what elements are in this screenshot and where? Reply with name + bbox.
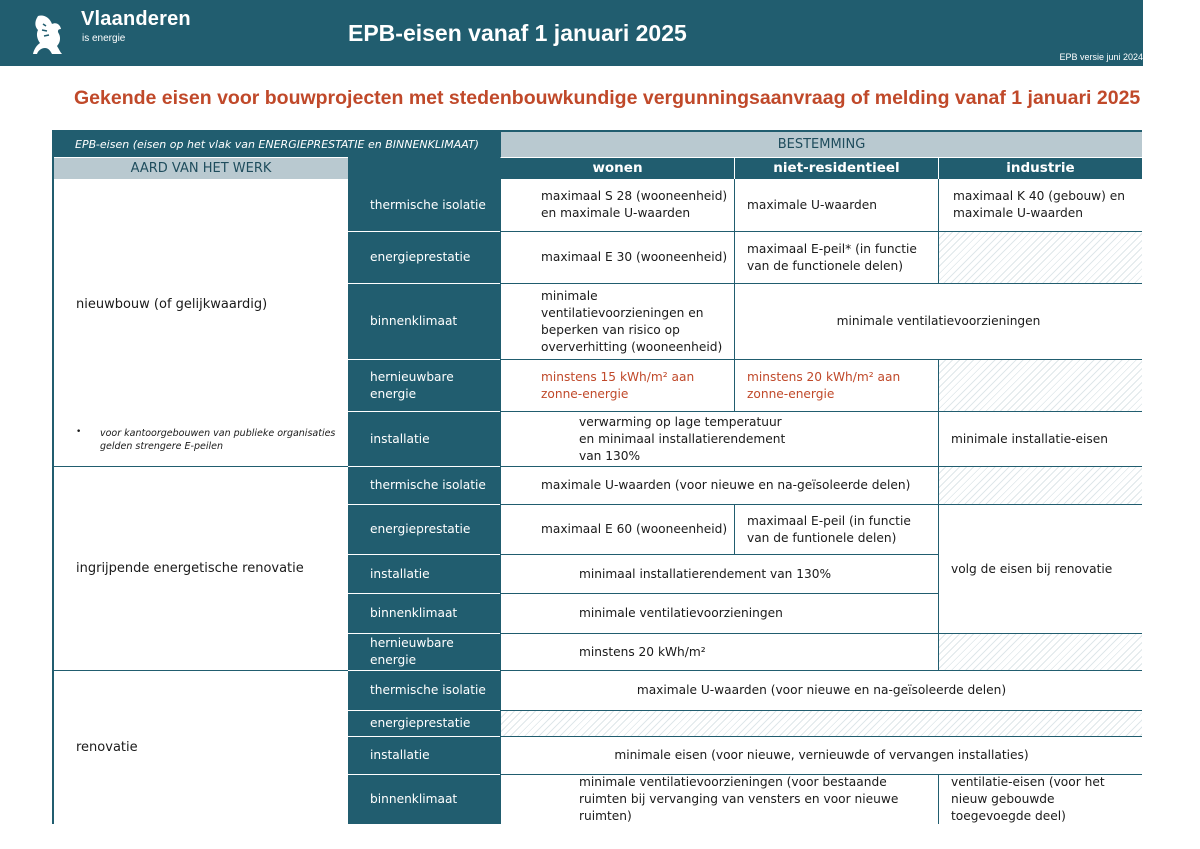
version-label: EPB versie juni 2024 <box>1059 52 1143 62</box>
cell-ren-ti-all: maximale U-waarden (voor nieuwe en na-geïsoleerde delen) <box>500 670 1142 710</box>
cell-nb-bk-niet-residentieel-industrie: minimale ventilatievoorzieningen <box>734 283 1142 359</box>
row-label-energieprestatie-ren: energieprestatie <box>348 710 500 736</box>
row-label-installatie-ren: installatie <box>348 736 500 774</box>
row-label-binnenklimaat-ier: binnenklimaat <box>348 593 500 633</box>
row-label-binnenklimaat: binnenklimaat <box>348 283 500 359</box>
row-label-energieprestatie: energieprestatie <box>348 231 500 283</box>
top-banner <box>0 0 1143 66</box>
row-label-installatie: installatie <box>348 411 500 466</box>
cell-ier-he-wonen-niet-residentieel: minstens 20 kWh/m² <box>500 633 938 670</box>
aard-van-het-werk-header: AARD VAN HET WERK <box>54 157 348 179</box>
cell-nb-he-wonen: minstens 15 kWh/m² aan zonne-energie <box>500 359 734 411</box>
note-bullet: • <box>76 427 82 437</box>
header-spacer <box>348 157 500 179</box>
column-header-industrie: industrie <box>938 157 1142 179</box>
cell-nb-he-niet-residentieel: minstens 20 kWh/m² aan zonne-energie <box>734 359 938 411</box>
cell-ren-in-all: minimale eisen (voor nieuwe, vernieuwde of vervangen installaties) <box>500 736 1142 774</box>
brand-name: Vlaanderen <box>81 8 191 30</box>
nieuwbouw-footnote: voor kantoorgebouwen van publieke organisaties gelden strengere E-peilen <box>100 428 336 452</box>
group-label-ingrijpende-renovatie: ingrijpende energetische renovatie <box>54 466 348 670</box>
cell-nb-in-industrie: minimale installatie-eisen <box>938 411 1142 466</box>
cell-nb-ti-wonen: maximaal S 28 (wooneenheid) en maximale U-waarden <box>500 179 734 231</box>
cell-nb-ep-wonen: maximaal E 30 (wooneenheid) <box>500 231 734 283</box>
row-label-hernieuwbare-energie: hernieuwbare energie <box>348 359 500 411</box>
cell-ier-industrie-merged: volg de eisen bij renovatie <box>938 504 1142 633</box>
column-header-niet-residentieel: niet-residentieel <box>734 157 938 179</box>
epb-requirements-table <box>52 130 1142 824</box>
cell-ier-ti-industrie-not-applicable <box>938 466 1142 504</box>
cell-nb-ep-niet-residentieel: maximaal E-peil* (in functie van de functionele delen) <box>734 231 938 283</box>
group-label-renovatie: renovatie <box>54 670 348 824</box>
cell-ren-bk-industrie: ventilatie-eisen (voor het nieuw gebouwde toegevoegde deel) <box>938 774 1142 824</box>
row-label-thermische-isolatie: thermische isolatie <box>348 179 500 231</box>
brand-tagline: is energie <box>82 33 126 44</box>
cell-ier-he-industrie-not-applicable <box>938 633 1142 670</box>
cell-ier-in-wonen-niet-residentieel: minimaal installatierendement van 130% <box>500 554 938 593</box>
cell-nb-ti-industrie: maximaal K 40 (gebouw) en maximale U-waarden <box>938 179 1142 231</box>
column-header-wonen: wonen <box>500 157 734 179</box>
cell-nb-in-wonen-niet-residentieel: verwarming op lage temperatuur en minimaal installatierendement van 130% <box>500 411 938 466</box>
row-label-thermische-isolatie-ier: thermische isolatie <box>348 466 500 504</box>
row-label-installatie-ier: installatie <box>348 554 500 593</box>
cell-ier-ep-wonen: maximaal E 60 (wooneenheid) <box>500 504 734 554</box>
page-subtitle: Gekende eisen voor bouwprojecten met stedenbouwkundige vergunningsaanvraag of melding vanaf 1 januari 2025 <box>74 87 1141 109</box>
cell-ren-bk-wonen-niet-residentieel: minimale ventilatievoorzieningen (voor bestaande ruimten bij vervanging van vensters en voor nieuwe ruimten) <box>500 774 938 824</box>
row-label-thermische-isolatie-ren: thermische isolatie <box>348 670 500 710</box>
cell-nb-ti-niet-residentieel: maximale U-waarden <box>734 179 938 231</box>
bestemming-header: BESTEMMING <box>500 132 1142 157</box>
group-label-nieuwbouw: nieuwbouw (of gelijkwaardig) <box>54 179 348 466</box>
cell-nb-bk-wonen: minimale ventilatievoorzieningen en beperken van risico op oververhitting (wooneenheid) <box>500 283 734 359</box>
cell-ier-bk-wonen-niet-residentieel: minimale ventilatievoorzieningen <box>500 593 938 633</box>
epb-header-cell: EPB-eisen (eisen op het vlak van ENERGIEPRESTATIE en BINNENKLIMAAT) <box>54 132 500 157</box>
cell-ren-ep-not-applicable <box>500 710 1142 736</box>
cell-ier-ti-wonen-niet-residentieel: maximale U-waarden (voor nieuwe en na-geïsoleerde delen) <box>500 466 938 504</box>
row-label-binnenklimaat-ren: binnenklimaat <box>348 774 500 824</box>
page-title: EPB-eisen vanaf 1 januari 2025 <box>348 20 687 46</box>
row-label-energieprestatie-ier: energieprestatie <box>348 504 500 554</box>
cell-ier-ep-niet-residentieel: maximaal E-peil (in functie van de funtionele delen) <box>734 504 938 554</box>
cell-nb-he-industrie-not-applicable <box>938 359 1142 411</box>
row-label-hernieuwbare-energie-ier: hernieuwbare energie <box>348 633 500 670</box>
flemish-lion-logo-icon <box>30 12 66 56</box>
cell-nb-ep-industrie-not-applicable <box>938 231 1142 283</box>
